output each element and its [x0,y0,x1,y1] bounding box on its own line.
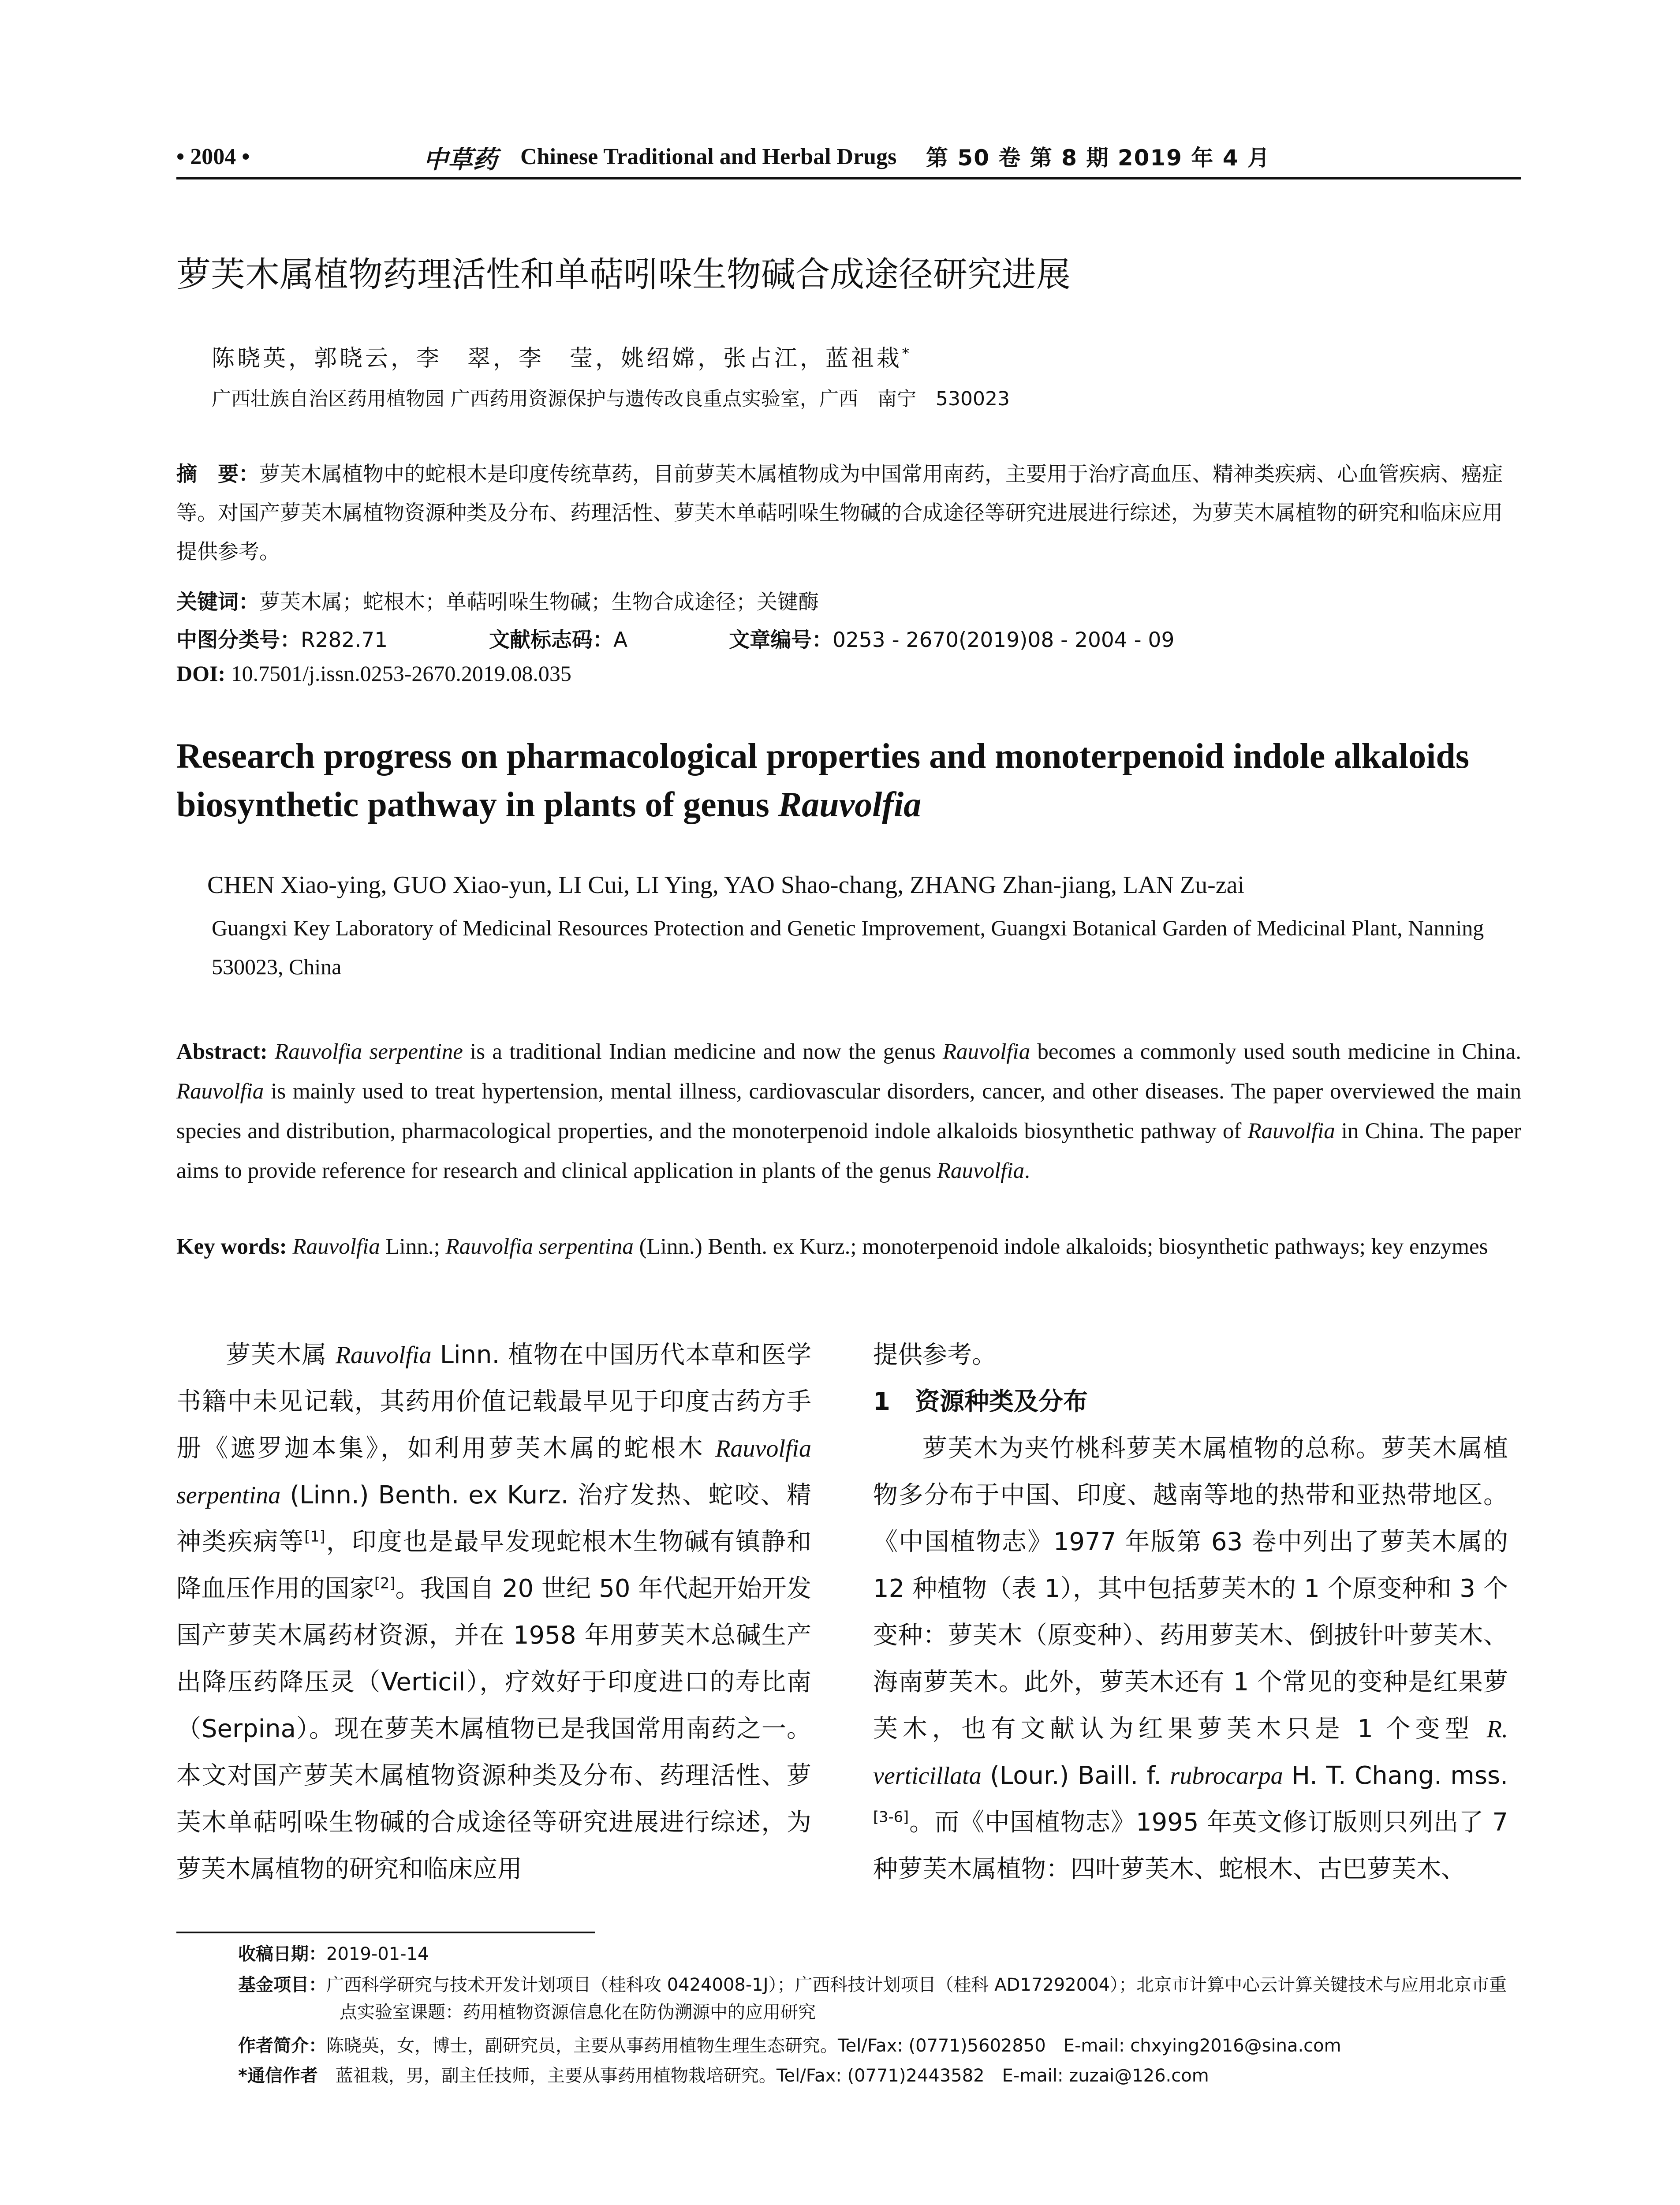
abs-part-6: Rauvolfia [1247,1119,1335,1144]
kw-part-0: Rauvolfia [292,1234,380,1259]
sec1-part-4: H. T. Chang. mss. [1283,1761,1508,1790]
author-bio-label: 作者简介： [238,2036,326,2056]
sec1-part-2: (Lour.) Baill. f. [981,1761,1170,1790]
page-number: • 2004 • [176,144,250,169]
abs-part-9: . [1024,1159,1030,1183]
title-en-main: Research progress on pharmacological properties and monoterpenoid indole alkaloids biosynthetic pathway in plants of genus [176,737,1469,824]
doi-value: 10.7501/j.issn.0253-2670.2019.08.035 [231,661,571,686]
abs-part-0: Rauvolfia serpentine [274,1039,463,1064]
authors-cn [212,340,912,373]
abstract-label-cn: 摘 要： [176,462,259,486]
intro-part-8: 。我国自 20 世纪 50 年代起开始开发国产萝芙木属药材资源，并在 1958 年用萝芙木总碱生产出降压药降压灵（Verticil），疗效好于印度进口的寿比南（Serpina）。现在萝芙木属植物已是我国常用南药之一。本文对国产萝芙木属植物资源种类及分布、药理活性、萝芙木单萜吲哚生物碱的合成途径等研究进展进行综述，为萝芙木属植物的研究和临床应用 [176,1574,812,1884]
author-bio-text: 陈晓英，女，博士，副研究员，主要从事药用植物生理生态研究。Tel/Fax: (0771)5602850 E-mail: chxying2016@sina.com [326,2036,1341,2056]
kw-part-3: (Linn.) Benth. ex Kurz.; monoterpenoid indole alkaloids; biosynthetic pathways; key enzymes [633,1234,1488,1259]
abs-part-4: Rauvolfia [176,1079,264,1104]
footnote-received [238,1940,1517,1968]
intro-part-6: ，印度也是最早发现蛇根木生物碱有镇静和降血压作用的国家 [176,1528,812,1603]
keywords-label-en: Key words: [176,1234,287,1259]
classification-line [176,624,1174,653]
sec1-part-0: 萝芙木为夹竹桃科萝芙木属植物的总称。萝芙木属植物多分布于中国、印度、越南等地的热带和亚热带地区。《中国植物志》1977 年版第 63 卷中列出了萝芙木属的 12 种植物（表 1），其中包括萝芙木的 1 个原变种和 3 个变种：萝芙木（原变种）、药用萝芙木、倒披针叶萝芙木、海南萝芙木。此外，萝芙木还有 1 个常见的变种是红果萝芙木，也有文献认为红果萝芙木只是 1 个变型 [873,1434,1508,1743]
doi-label: DOI: [176,661,226,686]
intro-part-1: Rauvolfia [335,1342,432,1369]
abs-part-1: is a traditional Indian medicine and now the genus [463,1039,943,1064]
kw-part-1: Linn.; [380,1234,446,1259]
header-rule [176,177,1521,179]
doi-line [176,661,571,686]
issue-info: 第 50 卷 第 8 期 2019 年 4 月 [926,145,1270,171]
corresponding-text: 蓝祖栽，男，副主任技师，主要从事药用植物栽培研究。Tel/Fax: (0771)2443582 E-mail: zuzai@126.com [335,2066,1209,2086]
footnote-fund [238,1971,1517,2026]
fund-label: 基金项目： [238,1975,326,1995]
title-en [176,732,1521,829]
article-no-value: 0253 - 2670(2019)08 - 2004 - 09 [833,628,1175,652]
intro-paragraph [176,1332,811,1893]
keywords-label-cn: 关键词： [176,590,259,614]
doc-code-value: A [613,628,628,652]
abs-part-2: Rauvolfia [942,1039,1030,1064]
affiliation-en: Guangxi Key Laboratory of Medicinal Resources Protection and Genetic Improvement, Guangxi Botanical Garden of Medicinal Plant, Nanning 530023, China [212,916,1484,979]
abs-part-7: in China. The paper aims to provide reference for research and clinical application in plants of the genus [176,1119,1521,1183]
intro-continuation: 提供参考。 [873,1341,997,1369]
received-label: 收稿日期： [238,1944,326,1964]
keywords-cn [176,586,819,615]
abstract-en [176,1032,1521,1191]
article-no-label: 文章编号： [729,628,833,652]
body-column-left [176,1332,811,1893]
section-1-paragraph [873,1425,1508,1893]
corresponding-mark: * [902,345,912,362]
intro-part-0: 萝芙木属 [226,1341,336,1369]
footnote-corresponding [238,2062,1517,2089]
title-en-genus: Rauvolfia [778,785,922,824]
body-column-right [873,1332,1508,1893]
running-header [176,140,1521,183]
abs-part-3: becomes a commonly used south medicine in China. [1030,1039,1521,1064]
section-1-title: 1 资源种类及分布 [873,1387,1088,1416]
sec1-part-1: R. verticillata [873,1715,1508,1790]
abstract-cn [176,455,1521,572]
abs-part-8: Rauvolfia [937,1159,1025,1183]
title-cn: 萝芙木属植物药理活性和单萜吲哚生物碱合成途径研究进展 [176,255,1071,295]
keywords-en [176,1227,1521,1267]
journal-name-cn: 中草药 [423,146,497,174]
sec1-part-6: 。而《中国植物志》1995 年英文修订版则只列出了 7 种萝芙木属植物：四叶萝芙木、蛇根木、古巴萝芙木、 [873,1808,1508,1884]
clc-value: R282.71 [301,628,388,652]
citation-2[interactable]: [2] [374,1574,396,1592]
footnote-rule [176,1932,595,1933]
abs-part-5: is mainly used to treat hypertension, mental illness, cardiovascular disorders, cancer, and other diseases. The paper overviewed the main species and distribution, pharmacological properties, and the monoterpenoid indole alkaloids biosynthetic pathway of [176,1079,1521,1144]
affiliation-cn: 广西壮族自治区药用植物园 广西药用资源保护与遗传改良重点实验室，广西 南宁 530023 [212,388,1010,410]
author-list-cn: 陈晓英，郭晓云，李 翠，李 莹，姚绍嫦，张占江，蓝祖栽 [212,345,903,372]
authors-en: CHEN Xiao-ying, GUO Xiao-yun, LI Cui, LI Ying, YAO Shao-chang, ZHANG Zhan-jiang, LAN Zu-zai [207,871,1245,899]
abstract-label-en: Abstract: [176,1039,268,1064]
kw-part-2: Rauvolfia serpentina [445,1234,634,1259]
doc-code-label: 文献标志码： [489,628,614,652]
footnote-author [238,2032,1517,2059]
corresponding-label: *通信作者 [238,2066,318,2086]
received-date: 2019-01-14 [326,1944,429,1964]
citation-1[interactable]: [1] [304,1528,325,1545]
keywords-text-cn: 萝芙木属；蛇根木；单萜吲哚生物碱；生物合成途径；关键酶 [259,590,819,614]
citation-3-6[interactable]: [3-6] [873,1808,909,1826]
intro-part-3: Rauvolfia serpentina [176,1435,811,1509]
abstract-text-cn: 萝芙木属植物中的蛇根木是印度传统草药，目前萝芙木属植物成为中国常用南药，主要用于治疗高血压、精神类疾病、心血管疾病、癌症等。对国产萝芙木属植物资源种类及分布、药理活性、萝芙木单萜吲哚生物碱的合成途径等研究进展进行综述，为萝芙木属植物的研究和临床应用提供参考。 [176,462,1503,564]
sec1-part-3: rubrocarpa [1170,1762,1283,1790]
clc-label: 中图分类号： [176,628,301,652]
intro-part-2: Linn. 植物在中国历代本草和医学书籍中未见记载，其药用价值记载最早见于印度古药方手册《遮罗迦本集》，如利用萝芙木属的蛇根木 [176,1341,811,1463]
journal-name-en: Chinese Traditional and Herbal Drugs [520,144,897,169]
fund-text: 广西科学研究与技术开发计划项目（桂科攻 0424008-1J）；广西科技计划项目（桂科 AD17292004）；北京市计算中心云计算关键技术与应用北京市重点实验室课题：药用植物资源信息化在防伪溯源中的应用研究 [326,1975,1507,2022]
intro-part-4: (Linn.) Benth. ex Kurz. 治疗发热、蛇咬、精神类疾病等 [176,1481,811,1556]
